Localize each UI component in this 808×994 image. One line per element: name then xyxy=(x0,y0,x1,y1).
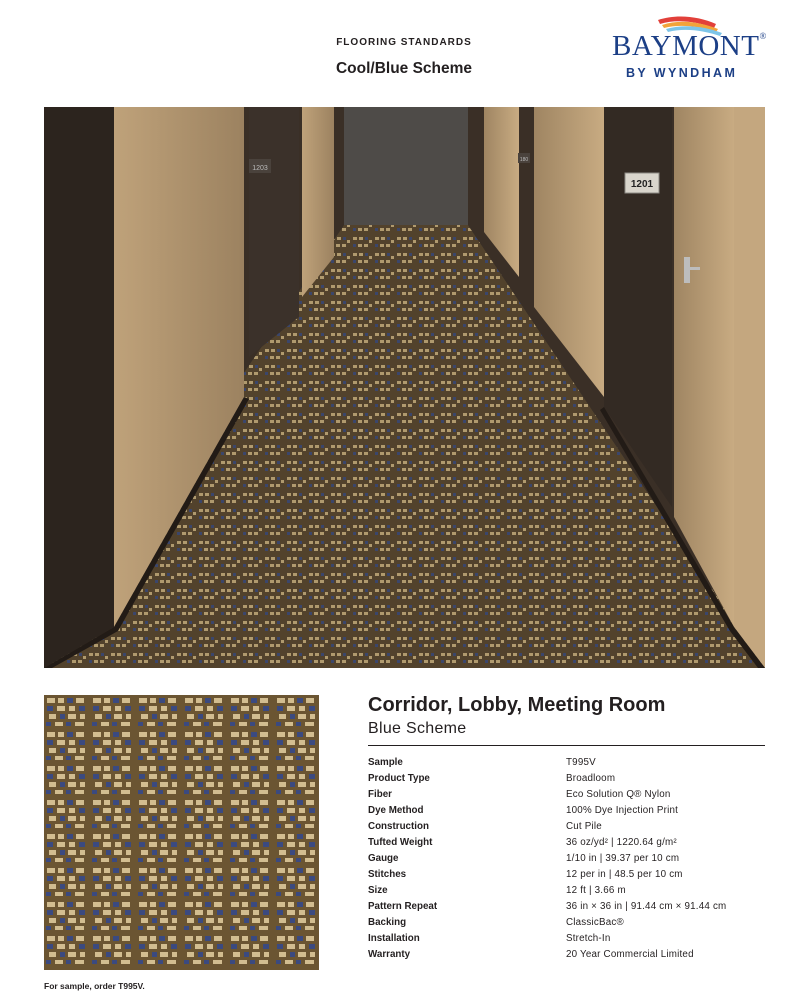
brand-logo xyxy=(606,14,786,84)
spec-value: Cut Pile xyxy=(566,821,602,832)
spec-label: Sample xyxy=(368,757,403,768)
spec-label: Installation xyxy=(368,933,420,944)
spec-row-dye-method xyxy=(368,804,768,820)
spec-row-tufted-weight xyxy=(368,836,768,852)
spec-label: Construction xyxy=(368,821,429,832)
spec-row-fiber xyxy=(368,788,768,804)
corridor-photo xyxy=(44,107,765,668)
spec-value: Stretch-In xyxy=(566,933,611,944)
spec-value: Eco Solution Q® Nylon xyxy=(566,789,671,800)
spec-label: Backing xyxy=(368,917,407,928)
spec-label: Warranty xyxy=(368,949,411,960)
spec-row-pattern-repeat xyxy=(368,900,768,916)
room-number-left: 1203 xyxy=(252,165,268,172)
spec-label: Tufted Weight xyxy=(368,837,433,848)
spec-value: T995V xyxy=(566,757,596,768)
room-number-right: 1201 xyxy=(630,179,654,190)
spec-label: Fiber xyxy=(368,789,392,800)
spec-value: 36 oz/yd² | 1220.64 g/m² xyxy=(566,837,677,848)
spec-value: Broadloom xyxy=(566,773,616,784)
spec-label: Product Type xyxy=(368,773,430,784)
spec-row-gauge xyxy=(368,852,768,868)
brand-wordmark: BAYMONT® xyxy=(612,30,767,62)
spec-label: Pattern Repeat xyxy=(368,901,438,912)
sample-order-note: For sample, order T995V. xyxy=(44,981,145,991)
brand-byline: BY WYNDHAM xyxy=(626,66,738,80)
spec-value: 100% Dye Injection Print xyxy=(566,805,679,816)
spec-row-construction xyxy=(368,820,768,836)
carpet-swatch xyxy=(44,695,319,970)
spec-value: 36 in × 36 in | 91.44 cm × 91.44 cm xyxy=(566,901,727,912)
spec-value: 12 per in | 48.5 per 10 cm xyxy=(566,869,683,880)
product-title: Corridor, Lobby, Meeting Room xyxy=(368,694,666,716)
spec-row-stitches xyxy=(368,868,768,884)
spec-row-size xyxy=(368,884,768,900)
room-number-far-right: 180 xyxy=(519,157,529,163)
spec-row-product-type xyxy=(368,772,768,788)
spec-value: ClassicBac® xyxy=(566,917,624,928)
title-divider xyxy=(368,745,765,746)
document-eyebrow: FLOORING STANDARDS xyxy=(336,37,472,48)
spec-label: Stitches xyxy=(368,869,407,880)
spec-row-sample xyxy=(368,756,768,772)
spec-row-warranty xyxy=(368,948,768,964)
spec-label: Size xyxy=(368,885,388,896)
spec-label: Dye Method xyxy=(368,805,424,816)
spec-value: 20 Year Commercial Limited xyxy=(566,949,694,960)
spec-label: Gauge xyxy=(368,853,399,864)
spec-value: 12 ft | 3.66 m xyxy=(566,885,626,896)
spec-row-installation xyxy=(368,932,768,948)
spec-value: 1/10 in | 39.37 per 10 cm xyxy=(566,853,680,864)
product-scheme: Blue Scheme xyxy=(368,720,467,737)
document-subtitle: Cool/Blue Scheme xyxy=(335,60,473,77)
spec-table xyxy=(368,756,768,964)
spec-row-backing xyxy=(368,916,768,932)
